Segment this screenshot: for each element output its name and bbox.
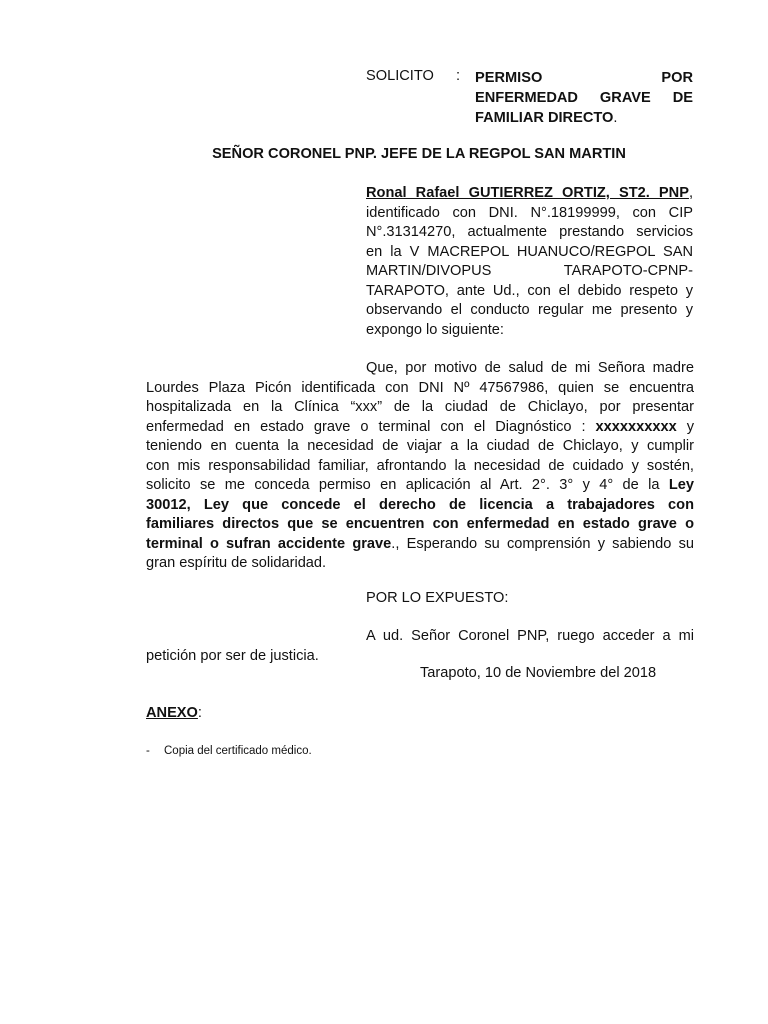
body-line (146, 535, 694, 555)
body-line: con mis responsabilidad familiar, afrontando la necesidad de cuidado y sostén, (146, 457, 694, 474)
body-text: ., Esperando su comprensión y sabiendo su (391, 535, 695, 552)
subject-line-2 (475, 88, 693, 108)
subject-period: . (613, 110, 618, 126)
anexo-colon: : (197, 705, 202, 721)
subject-line-1 (475, 68, 693, 88)
anexo-item-text: Copia del certificado médico. (164, 745, 312, 757)
subject-block (475, 68, 693, 128)
solicito-colon: : (456, 68, 461, 84)
subject-word: POR (661, 70, 693, 86)
intro-word: TARAPOTO-CPNP- (563, 263, 693, 279)
intro-line: observando el conducto regular me presento y (366, 302, 693, 318)
body-line (146, 476, 694, 496)
body-line (146, 418, 694, 438)
intro-line: TARAPOTO, ante Ud., con el debido respeto y (366, 282, 693, 299)
anexo-title: ANEXO (146, 705, 198, 721)
subject-word: DE (672, 90, 693, 106)
anexo-heading (146, 705, 346, 721)
list-bullet: - (146, 745, 150, 757)
body-text: y (686, 418, 695, 435)
por-lo-expuesto: POR LO EXPUESTO: (366, 590, 509, 606)
anexo-list-item (146, 744, 546, 758)
body-line: gran espíritu de solidaridad. (146, 555, 327, 571)
intro-line: N°.31314270, actualmente prestando servicios (366, 224, 693, 240)
intro-punct: , (688, 185, 693, 201)
intro-line: en la V MACREPOL HUANUCO/REGPOL SAN (366, 243, 693, 260)
addressee-heading: SEÑOR CORONEL PNP. JEFE DE LA REGPOL SAN MARTIN (212, 146, 626, 162)
intro-line: identificado con DNI. N°.18199999, con CIP (366, 204, 693, 221)
subject-line-3 (475, 108, 693, 128)
intro-line: expongo lo siguiente: (366, 321, 504, 338)
body-paragraph (146, 359, 694, 574)
petition-line: A ud. Señor Coronel PNP, ruego acceder a mi (366, 628, 694, 644)
petition-paragraph (146, 627, 694, 666)
petition-line: petición por ser de justicia. (146, 647, 319, 664)
intro-paragraph (366, 184, 693, 340)
law-reference: terminal o sufran accidente grave (146, 535, 392, 552)
body-text: enfermedad en estado grave o terminal con el Diagnóstico : (146, 418, 586, 435)
body-line: familiares directos que se encuentren con enfermedad en estado grave o (146, 516, 694, 532)
body-line: Lourdes Plaza Picón identificada con DNI Nº 47567986, quien se encuentra (146, 379, 694, 396)
petitioner-name: Ronal Rafael GUTIERREZ ORTIZ, ST2. PNP (366, 185, 689, 201)
body-line: Que, por motivo de salud de mi Señora madre (366, 360, 694, 376)
intro-line (366, 184, 693, 204)
subject-word: PERMISO (475, 70, 543, 86)
subject-word: ENFERMEDAD (475, 90, 578, 106)
body-line: hospitalizada en la Clínica “xxx” de la ciudad de Chiclayo, por presentar (146, 399, 694, 415)
intro-line (366, 262, 693, 282)
body-text: solicito se me conceda permiso en aplicación al Art. 2°. 3° y 4° de la (146, 477, 660, 493)
subject-word: GRAVE (599, 90, 651, 106)
law-reference: Ley (668, 477, 694, 493)
body-line: teniendo en cuenta la necesidad de viajar a la ciudad de Chiclayo, y cumplir (146, 438, 694, 454)
body-line: 30012, Ley que concede el derecho de licencia a trabajadores con (146, 496, 694, 513)
intro-word: MARTIN/DIVOPUS (366, 263, 492, 279)
diagnosis-placeholder: xxxxxxxxxx (595, 418, 677, 435)
subject-word: FAMILIAR DIRECTO (475, 110, 614, 126)
place-date: Tarapoto, 10 de Noviembre del 2018 (420, 665, 657, 681)
solicito-label: SOLICITO (366, 68, 434, 84)
